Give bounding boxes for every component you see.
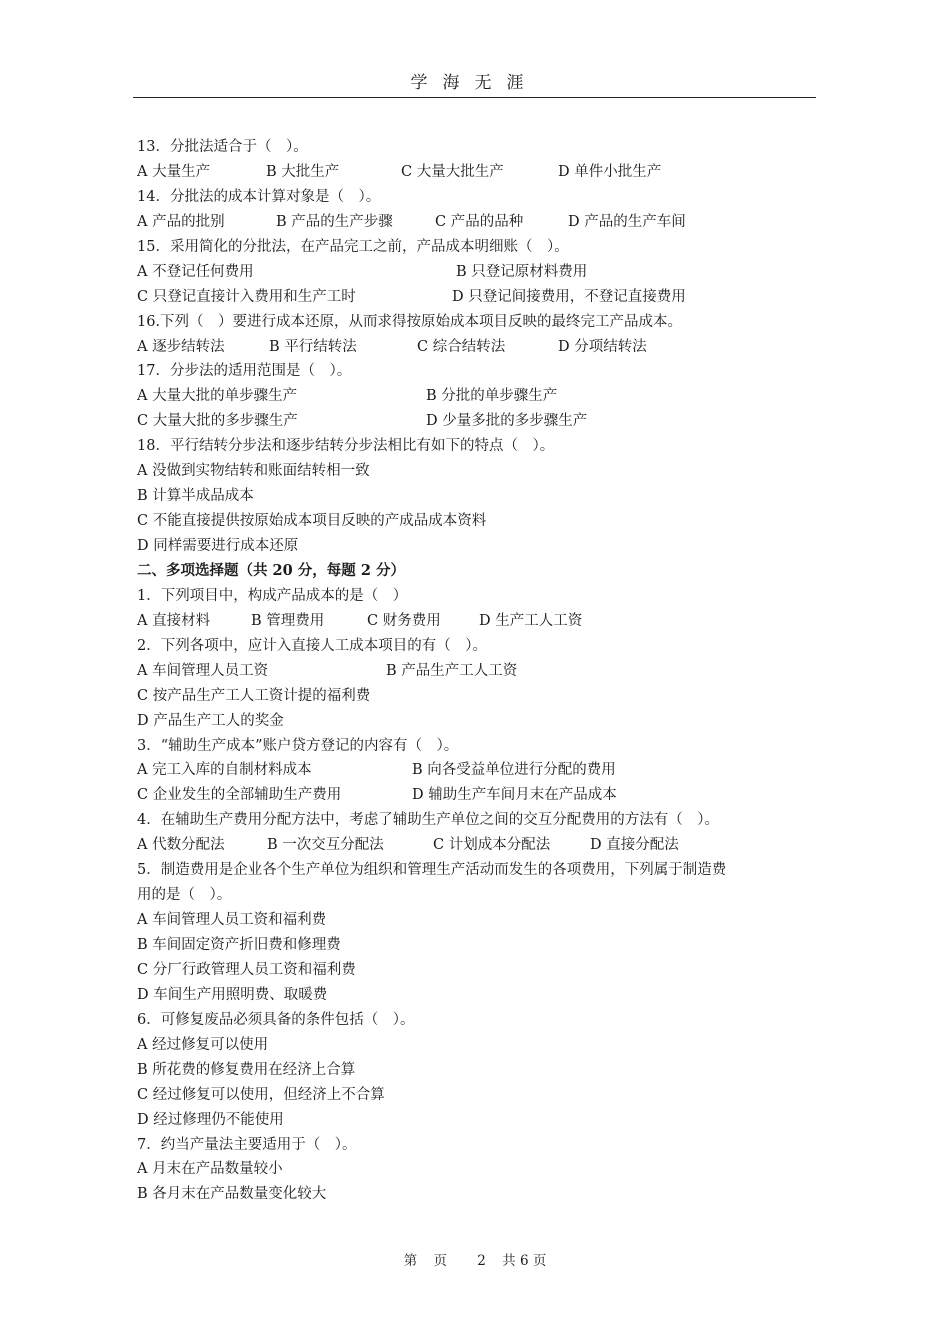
option-b: B 车间固定资产折旧费和修理费	[137, 937, 341, 953]
option-d: D 产品的生产车间	[568, 213, 686, 230]
option-d: D 车间生产用照明费、取暖费	[137, 986, 328, 1003]
option-b: B 只登记原材料费用	[456, 263, 588, 280]
option-b: B 产品的生产步骤	[276, 213, 393, 230]
options-row	[137, 160, 827, 185]
section-heading: 二、多项选择题（共 20 分，每题 2 分）	[137, 561, 405, 579]
option-c: C 财务费用	[367, 612, 441, 629]
option-a: A 大量生产	[137, 163, 211, 180]
question-stem: 6．可修复废品必须具备的条件包括（ ）。	[137, 1011, 415, 1028]
option-a: A 产品的批别	[137, 213, 225, 230]
option-a: A 大量大批的单步骤生产	[137, 388, 298, 405]
question-stem: 1．下列项目中，构成产品成本的是（ ）	[137, 587, 408, 604]
options-row	[137, 285, 827, 310]
option-b: B 所花费的修复费用在经济上合算	[137, 1061, 356, 1078]
option-a: A 经过修复可以使用	[137, 1036, 269, 1053]
option-b: B 管理费用	[251, 612, 325, 629]
option-d: D 经过修理仍不能使用	[137, 1111, 284, 1128]
question-stem: 17．分步法的适用范围是（ ）。	[137, 363, 352, 380]
options-row	[137, 210, 827, 235]
option-d: D 产品生产工人的奖金	[137, 712, 284, 729]
document-body	[137, 135, 827, 1207]
option-d: D 生产工人工资	[479, 612, 583, 629]
option-c: C 分厂行政管理人员工资和福利费	[137, 961, 356, 978]
question-stem: 14．分批法的成本计算对象是（ ）。	[137, 188, 381, 205]
question-stem: 5．制造费用是企业各个生产单位为组织和管理生产活动而发生的各项费用，下列属于制造费	[137, 862, 727, 879]
option-d: D 少量多批的多步骤生产	[426, 413, 588, 430]
option-b: B 一次交互分配法	[267, 837, 384, 854]
option-a: A 车间管理人员工资和福利费	[137, 912, 327, 929]
option-a: A 月末在产品数量较小	[137, 1161, 283, 1178]
question-stem: 7．约当产量法主要适用于（ ）。	[137, 1136, 357, 1153]
options-row	[137, 783, 827, 808]
page-footer	[0, 1249, 950, 1269]
option-c: C 只登记直接计入费用和生产工时	[137, 288, 356, 305]
option-d: D 辅助生产车间月末在产品成本	[412, 787, 617, 804]
option-b: B 分批的单步骤生产	[426, 388, 558, 405]
question-stem-continued: 用的是（ ）。	[137, 887, 232, 904]
option-d: D 直接分配法	[590, 837, 679, 854]
option-d: D 单件小批生产	[558, 163, 662, 180]
option-c: C 产品的品种	[435, 213, 524, 230]
option-c: C 大量大批生产	[401, 163, 504, 180]
option-d: D 分项结转法	[558, 338, 647, 355]
page-total: 共 6 页	[502, 1253, 547, 1269]
question-stem: 13．分批法适合于（ ）。	[137, 139, 308, 155]
option-b: B 平行结转法	[269, 338, 357, 355]
options-row	[137, 659, 827, 684]
options-row	[137, 758, 827, 783]
option-a: A 直接材料	[137, 612, 211, 629]
options-row	[137, 384, 827, 409]
option-d: D 只登记间接费用，不登记直接费用	[452, 288, 686, 305]
option-a: A 车间管理人员工资	[137, 662, 269, 679]
option-c: C 综合结转法	[417, 338, 506, 355]
question-stem: 18．平行结转分步法和逐步结转分步法相比有如下的特点（ ）。	[137, 438, 555, 455]
question-stem: 3．“辅助生产成本”账户贷方登记的内容有（ ）。	[137, 737, 459, 754]
option-c: C 大量大批的多步骤生产	[137, 413, 298, 430]
option-b: B 各月末在产品数量变化较大	[137, 1186, 327, 1203]
option-a: A 没做到实物结转和账面结转相一致	[137, 463, 370, 480]
option-a: A 代数分配法	[137, 837, 225, 854]
question-stem: 15．采用简化的分批法，在产品完工之前，产品成本明细账（ ）。	[137, 238, 569, 255]
options-row	[137, 409, 827, 434]
option-a: A 完工入库的自制材料成本	[137, 762, 312, 779]
header-divider	[133, 97, 816, 98]
question-stem: 2．下列各项中，应计入直接人工成本项目的有（ ）。	[137, 637, 487, 654]
footer-di: 第	[403, 1253, 418, 1269]
option-b: B 向各受益单位进行分配的费用	[412, 762, 616, 779]
question-stem: 16.下列（ ）要进行成本还原，从而求得按原始成本项目反映的最终完工产品成本。	[137, 313, 683, 330]
footer-ye: 页	[433, 1253, 447, 1269]
option-b: B 大批生产	[266, 163, 340, 180]
page-number: 2	[477, 1253, 486, 1269]
options-row	[137, 335, 827, 360]
option-a: A 逐步结转法	[137, 338, 225, 355]
option-a: A 不登记任何费用	[137, 263, 254, 280]
question-stem: 4．在辅助生产费用分配方法中，考虑了辅助生产单位之间的交互分配费用的方法有（ ）。	[137, 812, 719, 829]
option-b: B 产品生产工人工资	[386, 662, 518, 679]
option-c: C 经过修复可以使用，但经济上不合算	[137, 1086, 385, 1103]
option-c: C 按产品生产工人工资计提的福利费	[137, 687, 371, 704]
option-c: C 不能直接提供按原始成本项目反映的产成品成本资料	[137, 513, 487, 530]
option-c: C 企业发生的全部辅助生产费用	[137, 787, 342, 804]
page-header-title: 学海无涯	[410, 73, 539, 93]
options-row	[137, 833, 827, 858]
option-b: B 计算半成品成本	[137, 488, 254, 505]
option-c: C 计划成本分配法	[433, 837, 551, 854]
options-row	[137, 609, 827, 634]
options-row	[137, 260, 827, 285]
option-d: D 同样需要进行成本还原	[137, 538, 299, 554]
